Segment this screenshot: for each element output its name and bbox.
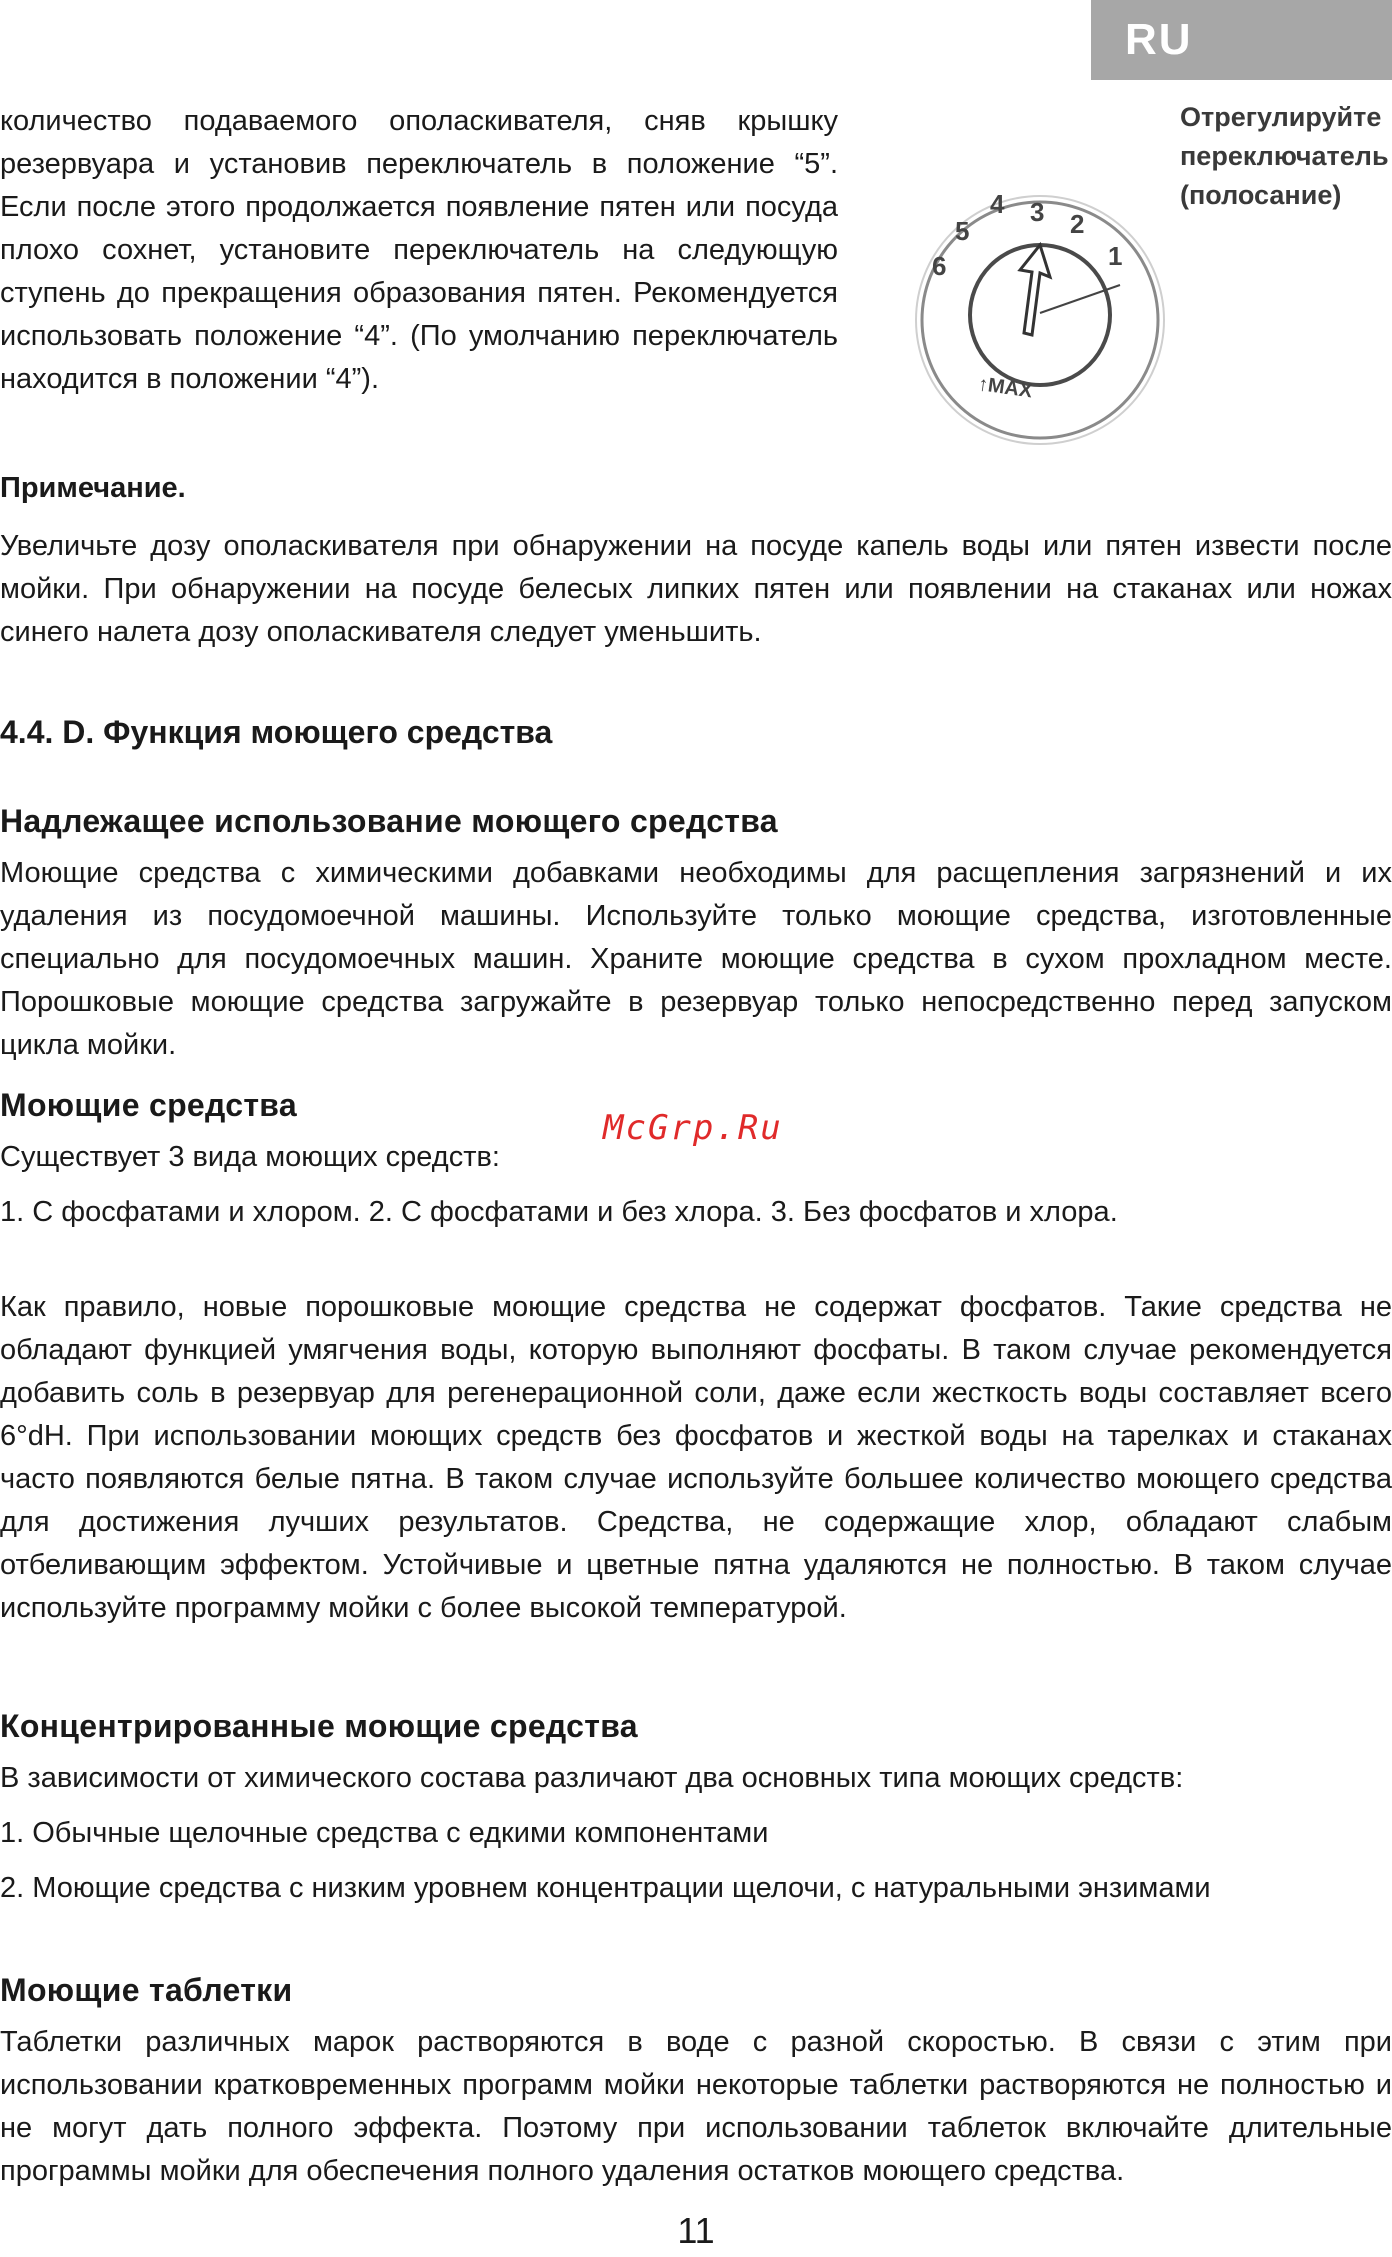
concentrated-item-2: 2. Моющие средства с низким уровнем концентрации щелочи, с натуральными энзимами [0, 1872, 1211, 1904]
dial-mark-2: 2 [1070, 209, 1085, 239]
concentrated-item-1: 1. Обычные щелочные средства с едкими компонентами [0, 1817, 769, 1849]
proper-use-text: Моющие средства с химическими добавками необходимы для расщепления загрязнений и их удаления из посудомоечной машины. Используйте только моющие средства, изготовленные специально для посудомоечных машин. Храните моющие средства в сухом прохладном месте. Порошковые моющие средства загружайте в резервуар только непосредственно перед запуском цикла мойки. [0, 857, 1392, 1061]
dial-caption-line: Отрегулируйте [1180, 102, 1382, 132]
dial-mark-5: 5 [955, 216, 970, 246]
detergents-heading: Моющие средства [0, 1087, 297, 1123]
dial-caption-line: переключатель [1180, 141, 1389, 171]
proper-use-block [0, 803, 1392, 1067]
page-number: 11 [677, 2210, 715, 2251]
intro-paragraph: количество подаваемого ополаскивателя, сняв крышку резервуара и установив переключатель в положение “5”. Если после этого продолжается появление пятен или посуда плохо сохнет, установите переключатель на следующую ступень до прекращения образования пятен. Рекомендуется использовать положение “4”. (По умолчанию переключатель находится в положении “4”). [0, 105, 838, 395]
detergents-block [0, 1087, 1392, 1630]
dial-mark-3: 3 [1030, 197, 1045, 227]
dial-max-label: ↑MAX [976, 373, 1034, 403]
concentrated-block [0, 1708, 1392, 1910]
dial-mark-1: 1 [1108, 241, 1123, 271]
section-heading: 4.4. D. Функция моющего средства [0, 714, 553, 750]
tablets-text: Таблетки различных марок растворяются в воде с разной скоростью. В связи с этим при использовании кратковременных программ мойки некоторые таблетки растворяются не полностью и не могут дать полного эффекта. Поэтому при использовании таблеток включайте длительные программы мойки для обеспечения полного удаления остатков моющего средства. [0, 2026, 1392, 2187]
proper-use-heading: Надлежащее использование моющего средства [0, 803, 778, 839]
detergents-text: Как правило, новые порошковые моющие средства не содержат фосфатов. Такие средства не обладают функцией умягчения воды, которую выполняют фосфаты. В таком случае рекомендуется добавить соль в резервуар для регенерационной соли, даже если жесткость воды составляет всего 6°dH. При использовании моющих средств без фосфатов и жесткой воды на тарелках и стаканах часто появляются белые пятна. В таком случае используйте большее количество моющего средства для достижения лучших результатов. Средства, не содержащие хлор, обладают слабым отбеливающим эффектом. Устойчивые и цветные пятна удаляются не полностью. В таком случае используйте программу мойки с более высокой температурой. [0, 1291, 1392, 1624]
note-text: Увеличьте дозу ополаскивателя при обнаружении на посуде капель воды или пятен извести после мойки. При обнаружении на посуде белесых липких пятен или появлении на стаканах или ножах синего налета дозу ополаскивателя следует уменьшить. [0, 530, 1392, 648]
language-badge: RU [1091, 0, 1392, 80]
dial-caption-line: (полосание) [1180, 180, 1342, 210]
note-block [0, 472, 1392, 654]
detergents-types-list: 1. С фосфатами и хлором. 2. С фосфатами и без хлора. 3. Без фосфатов и хлора. [0, 1196, 1118, 1228]
dial-mark-6: 6 [932, 251, 947, 281]
concentrated-intro: В зависимости от химического состава различают два основных типа моющих средств: [0, 1762, 1184, 1794]
watermark: McGrp.Ru [603, 1108, 783, 1148]
section-heading-block [0, 714, 1392, 751]
detergents-types-intro: Существует 3 вида моющих средств: [0, 1141, 500, 1173]
concentrated-heading: Концентрированные моющие средства [0, 1708, 638, 1744]
tablets-block [0, 1972, 1392, 2193]
dial-mark-4: 4 [990, 189, 1005, 219]
dial-caption [1180, 98, 1392, 215]
note-heading: Примечание. [0, 472, 186, 504]
tablets-heading: Моющие таблетки [0, 1972, 293, 2008]
